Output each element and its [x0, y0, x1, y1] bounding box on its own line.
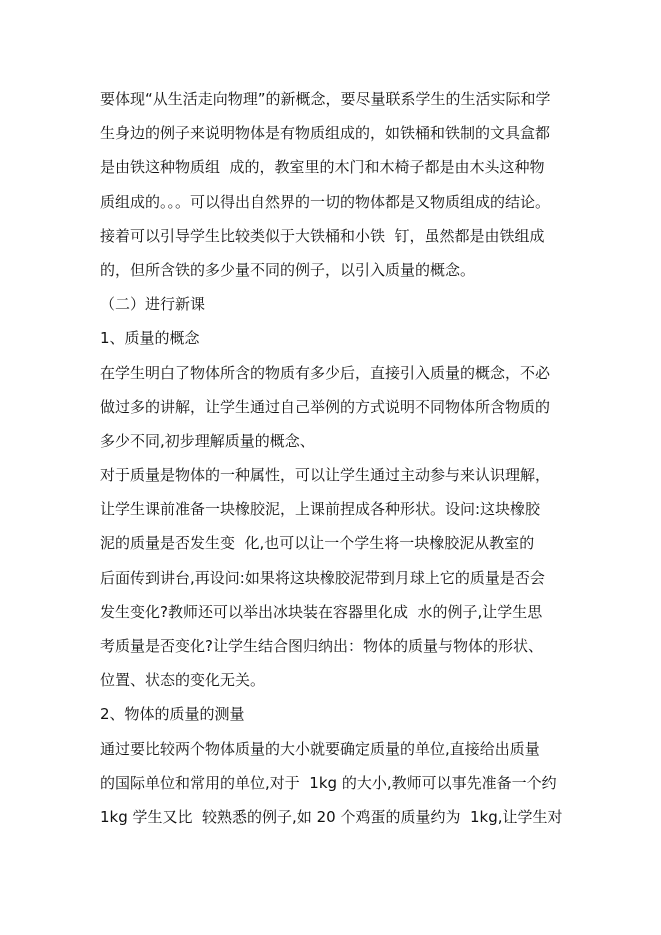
- text-line: 在学生明白了物体所含的物质有多少后，直接引入质量的概念，不必: [100, 363, 551, 382]
- text-line: 要体现“从生活走向物理”的新概念，要尽量联系学生的生活实际和学: [100, 90, 551, 108]
- text-line: 质组成的。。。可以得出自然界的一切的物体都是又物质组成的结论。: [100, 192, 551, 211]
- text-line: 考质量是否变化?让学生结合图归纳出：物体的质量与物体的形状、: [100, 637, 543, 655]
- text-line: 多少不同,初步理解质量的概念、: [100, 431, 315, 450]
- text-line: 后面传到讲台,再设问:如果将这块橡胶泥带到月球上它的质量是否会: [100, 568, 545, 587]
- text-line: 让学生课前准备一块橡胶泥，上课前捏成各种形状。设问:这块橡胶: [100, 500, 541, 519]
- text-line: 的国际单位和常用的单位,对于 1kg 的大小,教师可以事先准备一个约: [100, 773, 557, 792]
- text-line: 做过多的讲解，让学生通过自己举例的方式说明不同物体所含物质的: [100, 397, 551, 416]
- subsection-heading: 1、质量的概念: [100, 329, 200, 348]
- text-line: 1kg 学生又比 较熟悉的例子,如 20 个鸡蛋的质量约为 1kg,让学生对: [100, 807, 563, 826]
- text-line: 是由铁这种物质组 成的，教室里的木门和木椅子都是由木头这种物: [100, 158, 545, 177]
- text-line: 对于质量是物体的一种属性，可以让学生通过主动参与来认识理解，: [100, 466, 551, 485]
- text-line: 通过要比较两个物体质量的大小就要确定质量的单位,直接给出质量: [100, 739, 540, 758]
- text-line: 泥的质量是否发生变 化,也可以让一个学生将一块橡胶泥从教室的: [100, 534, 535, 553]
- subsection-heading: 2、物体的质量的测量: [100, 705, 245, 724]
- text-line: 的，但所含铁的多少量不同的例子，以引入质量的概念。: [100, 260, 476, 279]
- section-heading: （二）进行新课: [100, 295, 206, 314]
- text-line: 发生变化?教师还可以举出冰块装在容器里化成 水的例子,让学生思: [100, 602, 543, 621]
- text-line: 生身边的例子来说明物体是有物质组成的，如铁桶和铁制的文具盒都: [100, 124, 551, 143]
- document-body: [100, 82, 570, 834]
- text-line: 接着可以引导学生比较类似于大铁桶和小铁 钉，虽然都是由铁组成: [100, 226, 545, 245]
- text-line: 位置、状态的变化无关。: [100, 671, 266, 690]
